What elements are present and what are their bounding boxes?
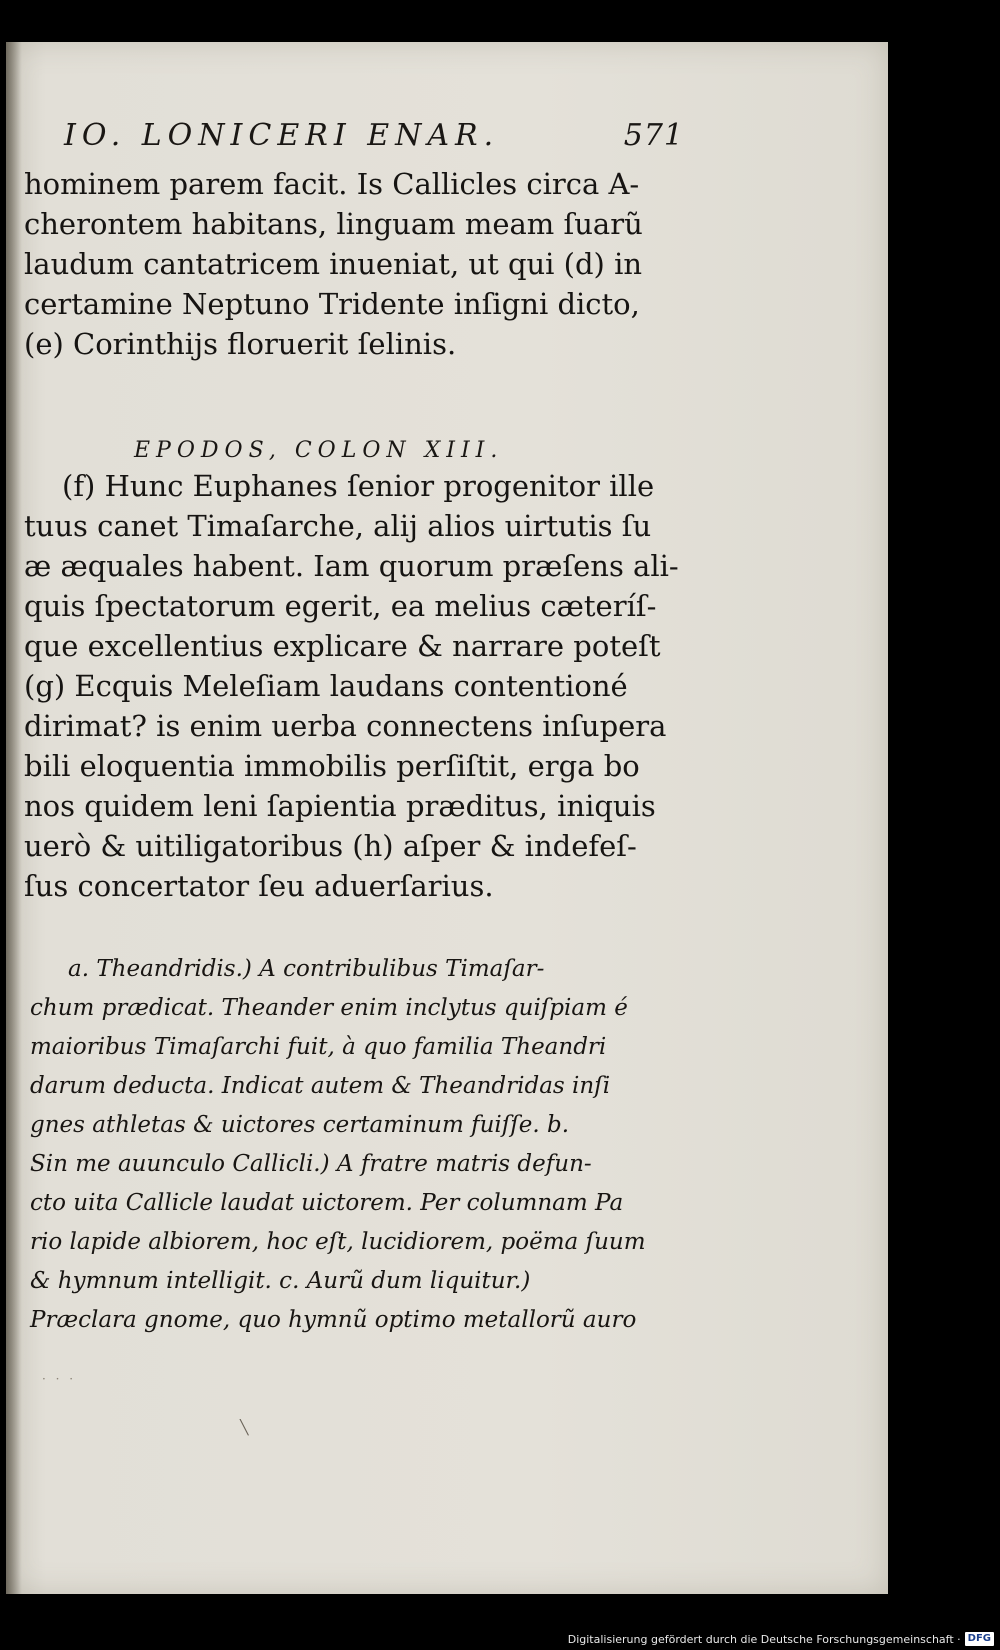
text-line: laudum cantatricem inueniat, ut qui (d) in <box>24 247 643 281</box>
commentary-line: & hymnum intelligit. c. Aurũ dum liquitur.) <box>30 1268 531 1294</box>
text-line: (e) Corinthijs floruerit ſelinis. <box>24 327 457 361</box>
section-heading: EPODOS, COLON XIII. <box>134 438 504 463</box>
text-line: (f) Hunc Euphanes ſenior progenitor ille <box>62 469 655 503</box>
text-line: nos quidem leni ſapientia præditus, iniquis <box>24 789 656 823</box>
text-line: (g) Ecquis Meleſiam laudans contentioné <box>24 669 628 703</box>
commentary-line: maioribus Timaſarchi fuit, à quo familia Theandri <box>30 1034 607 1060</box>
text-line: certamine Neptuno Tridente inſigni dicto, <box>24 287 640 321</box>
ink-speckle: ╲ <box>240 1420 249 1436</box>
digitization-footer <box>568 1632 994 1646</box>
page-number: 571 <box>623 118 684 153</box>
gutter-shadow <box>6 42 22 1594</box>
running-title: IO. LONICERI ENAR. <box>64 118 500 153</box>
ink-speckle: · · · <box>42 1372 77 1386</box>
commentary-line: a. Theandridis.) A contribulibus Timaſar- <box>68 956 545 982</box>
commentary-line: cto uita Callicle laudat uictorem. Per columnam Pa <box>30 1190 624 1216</box>
text-line: ſus concertator ſeu aduerſarius. <box>24 869 494 903</box>
footer-credit: Digitalisierung gefördert durch die Deutsche Forschungsgemeinschaft · <box>567 1632 961 1646</box>
text-line: quis ſpectatorum egerit, ea melius cæteríſ- <box>24 589 657 623</box>
text-line: æ æquales habent. Iam quorum præſens ali- <box>24 549 679 583</box>
text-line: que excellentius explicare & narrare poteſt <box>24 629 661 663</box>
running-header <box>64 118 684 153</box>
dfg-logo: DFG <box>965 1632 994 1646</box>
text-line: hominem parem facit. Is Callicles circa A- <box>24 167 640 201</box>
text-line: tuus canet Timaſarche, alij alios uirtutis ſu <box>24 509 652 543</box>
commentary-line: darum deducta. Indicat autem & Theandridas inſi <box>30 1073 611 1099</box>
text-line: dirimat? is enim uerba connectens inſupera <box>24 709 667 743</box>
verse-top-block <box>24 164 684 364</box>
commentary-line: gnes athletas & uictores certaminum fuiſſe. b. <box>30 1112 570 1138</box>
commentary-line: Sin me auunculo Callicli.) A fratre matris defun- <box>30 1151 592 1177</box>
text-line: cherontem habitans, linguam meam ſuarũ <box>24 207 643 241</box>
commentary-line: chum prædicat. Theander enim inclytus quiſpiam é <box>30 995 628 1021</box>
verse-main-block <box>24 466 684 906</box>
text-line: bili eloquentia immobilis perſiſtit, erga bo <box>24 749 640 783</box>
book-page <box>6 42 888 1594</box>
commentary-line: Præclara gnome, quo hymnũ optimo metallorũ auro <box>30 1307 637 1333</box>
commentary-line: rio lapide albiorem, hoc eſt, lucidiorem, poëma ſuum <box>30 1229 646 1255</box>
text-line: uerò & uitiligatoribus (h) aſper & indefeſ- <box>24 829 637 863</box>
commentary-block <box>30 950 690 1340</box>
